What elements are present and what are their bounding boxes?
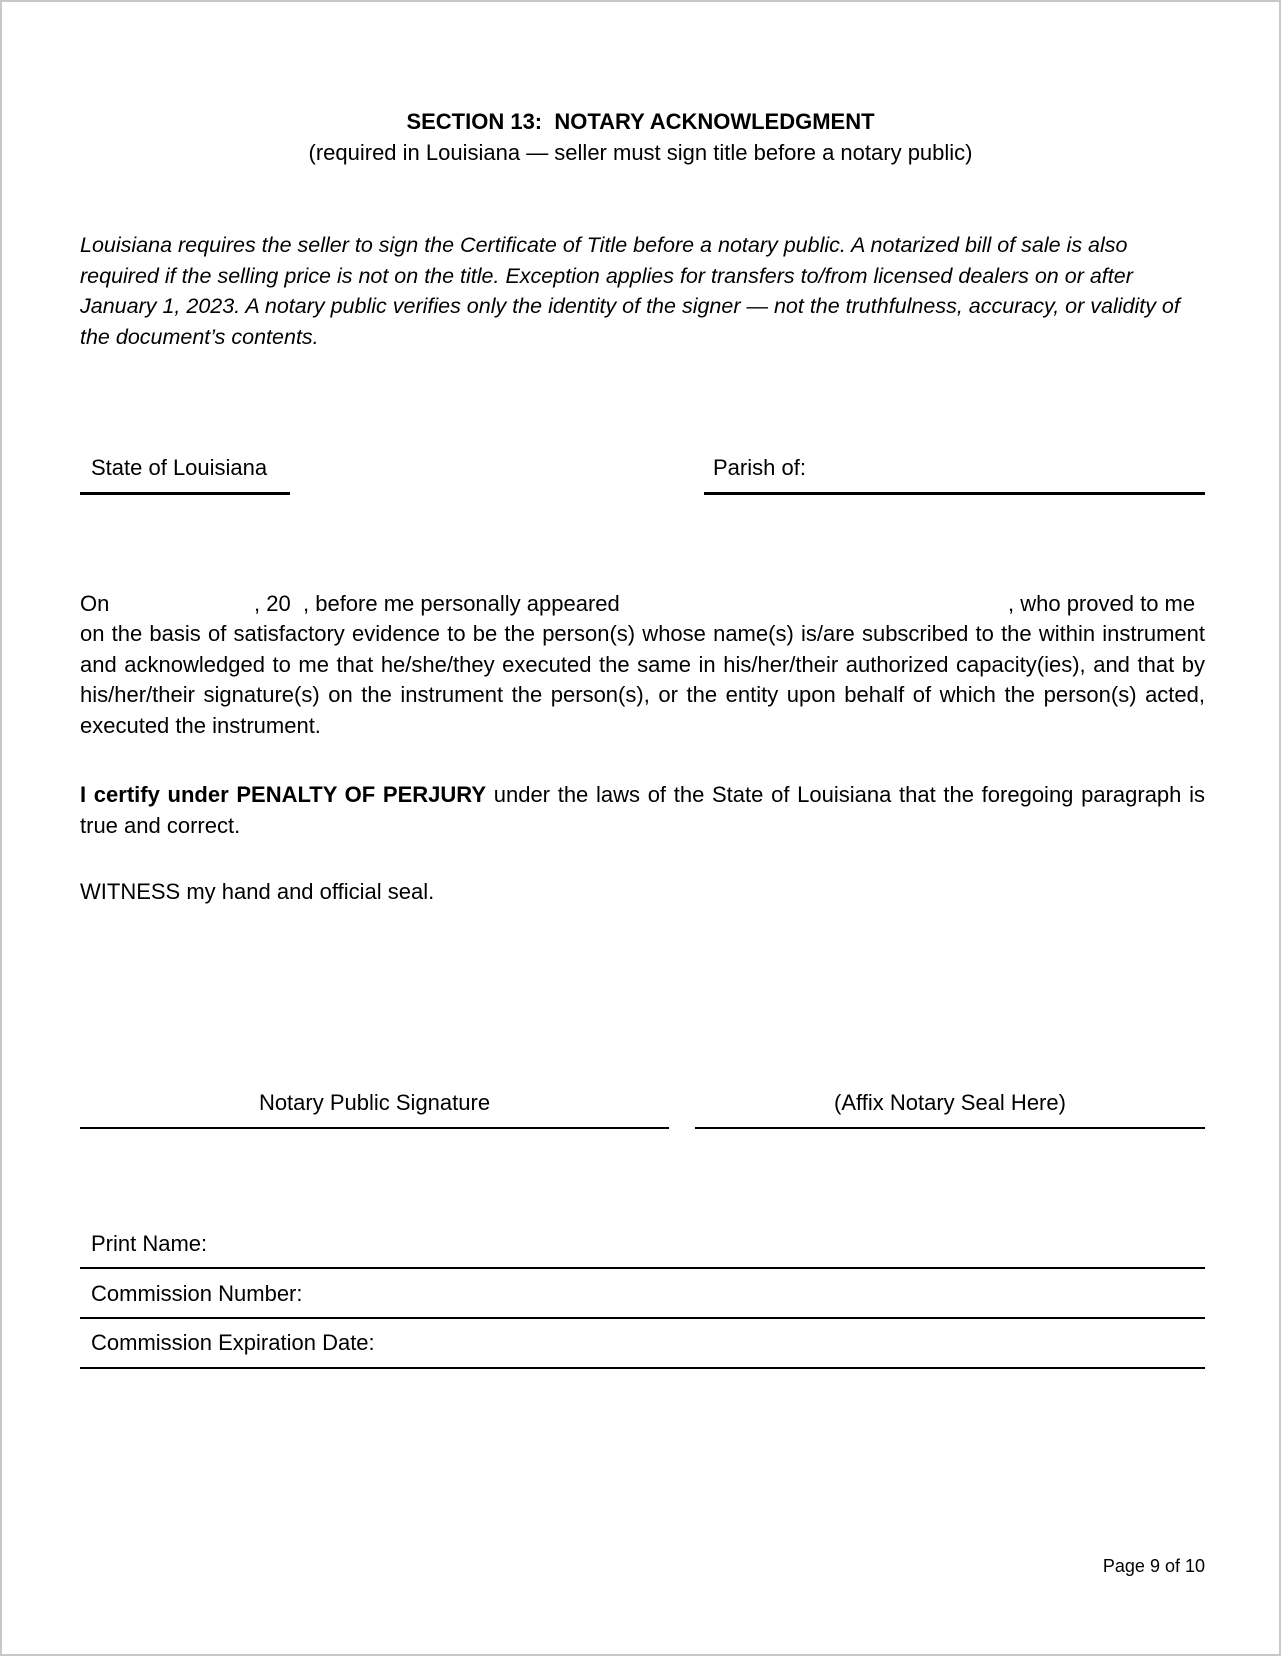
ack-year-prefix: , 20	[254, 591, 291, 616]
certify-bold: I certify under PENALTY OF PERJURY	[80, 782, 487, 807]
notary-signature-label: Notary Public Signature	[258, 1090, 491, 1115]
intro-paragraph: Louisiana requires the seller to sign the Certificate of Title before a notary public. A notarized bill of sale is also required if the selling price is not on the title. Exception applies for transfers to/from licensed dealers on or after January 1, 2023. A notary public verifies only the identity of the signer — not the truthfulness, accuracy, or validity of the document’s contents.	[80, 233, 1180, 349]
date-blank[interactable]	[112, 591, 252, 617]
witness-statement: WITNESS my hand and official seal.	[80, 879, 435, 904]
acknowledgment-body: on the basis of satisfactory evidence to be the person(s) whose name(s) is/are subscribed to the within instrument and acknowledged to me that he/she/they executed the same in his/her/their authorized capacity(ies), and that by his/her/their signature(s) on the instrument the person(s), or the entity upon behalf of which the person(s) acted, executed the instrument.	[80, 621, 1205, 738]
ack-appeared: , before me personally appeared	[303, 591, 620, 616]
page-number: Page 9 of 10	[1102, 1556, 1205, 1576]
section-subtitle: (required in Louisiana — seller must sign title before a notary public)	[308, 140, 973, 165]
commission-number-label: Commission Number:	[91, 1281, 303, 1306]
certify-rest: under the laws of the State of Louisiana that the foregoing paragraph is true and correct.	[80, 782, 1205, 838]
print-name-line[interactable]	[80, 1267, 1205, 1269]
commission-number-line[interactable]	[80, 1317, 1205, 1319]
notary-seal-label: (Affix Notary Seal Here)	[834, 1090, 1066, 1115]
notary-seal-line[interactable]	[695, 1127, 1205, 1129]
appeared-name-blank[interactable]	[642, 591, 1007, 617]
section-title: SECTION 13: NOTARY ACKNOWLEDGMENT	[406, 109, 875, 134]
ack-proved: , who proved to me	[1008, 591, 1196, 616]
ack-on-label: On	[80, 591, 110, 616]
print-name-label: Print Name:	[91, 1231, 208, 1256]
notary-signature-line[interactable]	[80, 1127, 669, 1129]
state-label: State of Louisiana	[91, 455, 268, 480]
commission-expiration-label: Commission Expiration Date:	[91, 1330, 375, 1355]
certify-paragraph	[80, 780, 1205, 841]
commission-expiration-line[interactable]	[80, 1367, 1205, 1369]
parish-label: Parish of:	[713, 455, 806, 480]
